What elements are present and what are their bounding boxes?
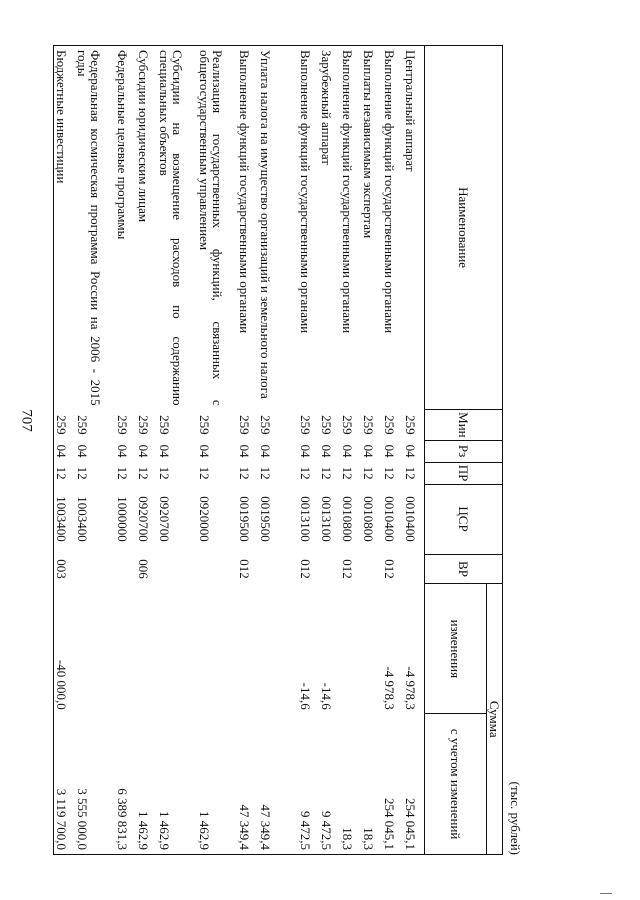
cell-total: 9 472,5	[319, 714, 340, 855]
page-number: 707	[18, 409, 35, 432]
cell-change	[361, 584, 382, 714]
cell-rz: 04	[236, 444, 252, 458]
cell-change	[115, 584, 136, 714]
cell-pr: 12	[339, 466, 355, 480]
cell-csr: 0019500	[236, 496, 252, 542]
header-min: Мин	[425, 410, 503, 440]
cell-name: Выполнение функций государственными органами	[298, 46, 319, 410]
cell-csr: 0920700	[135, 496, 151, 542]
table-row	[361, 46, 382, 855]
cell-csr: 1000000	[114, 496, 130, 542]
cell-rz: 04	[257, 444, 273, 458]
table-row	[258, 46, 298, 855]
cell-min: 259	[360, 415, 376, 435]
cell-vr	[403, 554, 425, 584]
table-row	[197, 46, 237, 855]
cell-pr: 12	[74, 466, 90, 480]
cell-min: 259	[156, 415, 172, 435]
cell-vr	[197, 554, 237, 584]
cell-total: 1 462,9	[157, 714, 197, 855]
cell-min: 259	[257, 415, 273, 435]
table-row	[298, 46, 319, 855]
cell-min: 259	[297, 415, 313, 435]
scan-edge-mark	[600, 893, 612, 894]
cell-pr: 12	[236, 466, 252, 480]
cell-csr: 1003400	[54, 484, 76, 554]
cell-vr	[75, 554, 115, 584]
cell-vr	[319, 554, 340, 584]
cell-pr: 12	[360, 466, 376, 480]
cell-min: 259	[236, 415, 252, 435]
budget-table	[53, 45, 503, 855]
cell-change: -40 000,0	[54, 584, 76, 714]
cell-rz: 04	[114, 444, 130, 458]
cell-min: 259	[54, 410, 76, 440]
cell-pr: 12	[54, 462, 76, 484]
cell-min: 259	[114, 415, 130, 435]
cell-name: Бюджетные инвестиции	[54, 46, 76, 410]
header-vr: ВР	[425, 554, 503, 584]
table-row	[136, 46, 157, 855]
cell-rz: 04	[360, 444, 376, 458]
cell-change	[237, 584, 258, 714]
cell-vr: 003	[54, 554, 76, 584]
cell-csr: 0010400	[381, 496, 397, 542]
cell-rz: 04	[156, 444, 172, 458]
cell-pr: 12	[257, 466, 273, 480]
header-rz: Рз	[425, 440, 503, 462]
cell-csr: 0013100	[297, 496, 313, 542]
cell-change	[340, 584, 361, 714]
cell-rz: 04	[135, 444, 151, 458]
table-row	[319, 46, 340, 855]
table-row	[157, 46, 197, 855]
cell-csr: 0010800	[360, 496, 376, 542]
cell-name: Федеральные целевые программы	[115, 46, 136, 410]
cell-pr: 12	[156, 466, 172, 480]
cell-change	[258, 584, 298, 714]
cell-total: 47 349,4	[237, 714, 258, 855]
cell-change	[136, 584, 157, 714]
cell-total: 1 462,9	[197, 714, 237, 855]
cell-pr: 12	[297, 466, 313, 480]
header-pr: ПР	[425, 462, 503, 484]
table-row	[115, 46, 136, 855]
cell-name: Субсидии на возмещение расходов по содержанию специальных объектов	[157, 46, 197, 410]
header-name: Наименование	[425, 46, 503, 410]
cell-name: Реализация государственных функций, связанных с общегосударственным управлением	[197, 46, 237, 410]
cell-csr: 0019500	[257, 496, 273, 542]
units-note: (тыс. рублей)	[508, 781, 523, 855]
table-row	[54, 46, 76, 855]
cell-rz: 04	[74, 444, 90, 458]
cell-total: 254 045,1	[382, 714, 403, 855]
cell-total: 254 045,1	[403, 714, 425, 855]
cell-csr: 0013100	[318, 496, 334, 542]
cell-rz: 04	[318, 444, 334, 458]
cell-vr: 012	[381, 559, 397, 579]
cell-vr: 006	[135, 559, 151, 579]
cell-change: -14,6	[297, 682, 313, 710]
header-csr: ЦСР	[425, 484, 503, 554]
cell-change: -4 978,3	[402, 666, 418, 710]
cell-min: 259	[402, 415, 418, 435]
cell-pr: 12	[402, 466, 418, 480]
table-row	[403, 46, 425, 855]
cell-pr: 12	[318, 466, 334, 480]
cell-min: 259	[196, 415, 212, 435]
cell-vr	[157, 554, 197, 584]
cell-pr: 12	[196, 466, 212, 480]
cell-rz: 04	[402, 444, 418, 458]
cell-name: Выполнение функций государственными органами	[340, 46, 361, 410]
cell-vr	[361, 554, 382, 584]
cell-rz: 04	[54, 440, 76, 462]
cell-name: Центральный аппарат	[403, 46, 425, 410]
cell-vr: 012	[236, 559, 252, 579]
cell-total: 9 472,5	[298, 714, 319, 855]
cell-min: 259	[74, 415, 90, 435]
cell-name: Федеральная космическая программа России на 2006 - 2015 годы	[75, 46, 115, 410]
cell-min: 259	[135, 415, 151, 435]
cell-change	[75, 584, 115, 714]
cell-total: 18,3	[340, 714, 361, 855]
cell-min: 259	[381, 415, 397, 435]
cell-name: Выполнение функций государственными органами	[382, 46, 403, 410]
cell-csr: 0920700	[156, 496, 172, 542]
cell-total: 3 119 700,0	[54, 714, 76, 855]
cell-pr: 12	[135, 466, 151, 480]
cell-name: Выполнение функций государственными органами	[237, 46, 258, 410]
cell-total: 47 349,4	[258, 714, 298, 855]
table-row	[340, 46, 361, 855]
cell-pr: 12	[381, 466, 397, 480]
header-change: изменения	[425, 584, 487, 714]
cell-vr: 012	[297, 559, 313, 579]
cell-name: Субсидии юридическим лицам	[136, 46, 157, 410]
cell-name: Выплаты независимым экспертам	[361, 46, 382, 410]
cell-rz: 04	[339, 444, 355, 458]
cell-total: 3 555 000,0	[75, 714, 115, 855]
cell-change: -14,6	[318, 682, 334, 710]
cell-rz: 04	[297, 444, 313, 458]
cell-change: -4 978,3	[381, 666, 397, 710]
cell-change	[197, 584, 237, 714]
cell-change	[157, 584, 197, 714]
cell-vr: 012	[339, 559, 355, 579]
cell-csr: 0920000	[196, 496, 212, 542]
cell-vr	[258, 554, 298, 584]
table-row	[382, 46, 403, 855]
table-row	[75, 46, 115, 855]
table-row	[237, 46, 258, 855]
rotated-page-content	[53, 45, 523, 855]
cell-pr: 12	[114, 466, 130, 480]
cell-name: Уплата налога на имущество организаций и земельного налога	[258, 46, 298, 410]
cell-min: 259	[318, 415, 334, 435]
cell-min: 259	[339, 415, 355, 435]
cell-csr: 0010400	[402, 496, 418, 542]
cell-csr: 1003400	[74, 496, 90, 542]
header-with-changes: с учетом изменений	[425, 714, 487, 855]
cell-csr: 0010800	[339, 496, 355, 542]
cell-total: 18,3	[361, 714, 382, 855]
cell-name: Зарубежный аппарат	[319, 46, 340, 410]
cell-rz: 04	[381, 444, 397, 458]
cell-total: 1 462,9	[136, 714, 157, 855]
cell-vr	[115, 554, 136, 584]
cell-rz: 04	[196, 444, 212, 458]
cell-total: 6 389 831,3	[115, 714, 136, 855]
header-sum: Сумма	[487, 584, 503, 855]
